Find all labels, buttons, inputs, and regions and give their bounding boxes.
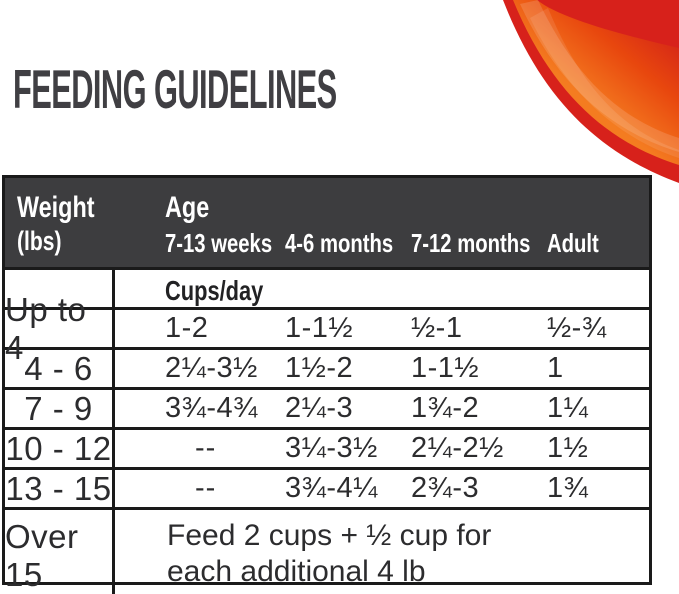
table-row <box>5 430 649 470</box>
table-row <box>5 470 649 510</box>
cell-value: 3¾-4¾ <box>165 392 258 424</box>
feeding-guidelines-table <box>2 175 652 593</box>
col-header-7-13-weeks: 7-13 weeks <box>165 228 273 258</box>
cell-value: 1¼ <box>547 392 589 424</box>
cell-value: ½-1 <box>411 312 463 344</box>
col-header-4-6-months: 4-6 months <box>285 228 394 258</box>
cell-value: 3¼-3½ <box>285 432 378 464</box>
cell-value: 1-1½ <box>285 312 354 344</box>
footer-note-line2: each additional 4 lb <box>167 555 426 588</box>
weight-header-cell <box>5 178 115 267</box>
swoosh-inner-orange <box>513 0 679 165</box>
weight-value: 10 - 12 <box>5 430 115 467</box>
units-row-label-cell <box>115 270 649 307</box>
cell-value: -- <box>195 472 217 504</box>
age-subheader-row <box>165 228 649 259</box>
cell-value: 2¼-3½ <box>165 352 258 384</box>
page-title: FEEDING GUIDELINES <box>13 58 337 120</box>
weight-value: Over 15 <box>5 510 115 594</box>
weight-header-label: Weight <box>17 191 95 224</box>
row-values <box>115 350 649 387</box>
weight-value: 4 - 6 <box>5 350 115 387</box>
cell-value: 1 <box>547 352 564 384</box>
cell-value: ½-¾ <box>547 312 607 344</box>
cell-value: 1-1½ <box>411 352 480 384</box>
table-row <box>5 350 649 390</box>
footer-note-line1: Feed 2 cups + ½ cup for <box>167 519 492 552</box>
row-values <box>115 390 649 427</box>
table-header-row <box>5 178 649 270</box>
cell-value: 2¼-3 <box>285 392 354 424</box>
cell-value: 1-2 <box>165 312 209 344</box>
swoosh-highlight-streak <box>520 0 679 152</box>
weight-header-unit: (lbs) <box>17 225 62 256</box>
table-row <box>5 390 649 430</box>
table-footer-row <box>5 510 649 594</box>
units-label: Cups/day <box>165 275 264 306</box>
cell-value: 1½ <box>547 432 589 464</box>
age-header-cell <box>115 178 649 267</box>
cell-value: 1¾-2 <box>411 392 480 424</box>
cell-value: 1¾ <box>547 472 589 504</box>
col-header-adult: Adult <box>547 228 599 258</box>
cell-value: 2¼-2½ <box>411 432 504 464</box>
row-values <box>115 430 649 467</box>
swoosh-outer-red <box>503 0 679 183</box>
cell-value: 2¾-3 <box>411 472 480 504</box>
weight-value: 7 - 9 <box>5 390 115 427</box>
cell-value: -- <box>195 432 217 464</box>
col-header-7-12-months: 7-12 months <box>411 228 531 258</box>
swoosh-highlight-streak-2 <box>530 8 679 158</box>
footer-note <box>115 510 649 594</box>
row-values <box>115 310 649 347</box>
weight-value: Up to 4 <box>5 310 115 347</box>
cell-value: 1½-2 <box>285 352 354 384</box>
age-header-label: Age <box>165 191 210 224</box>
weight-value: 13 - 15 <box>5 470 115 507</box>
row-values <box>115 470 649 507</box>
cell-value: 3¾-4¼ <box>285 472 378 504</box>
